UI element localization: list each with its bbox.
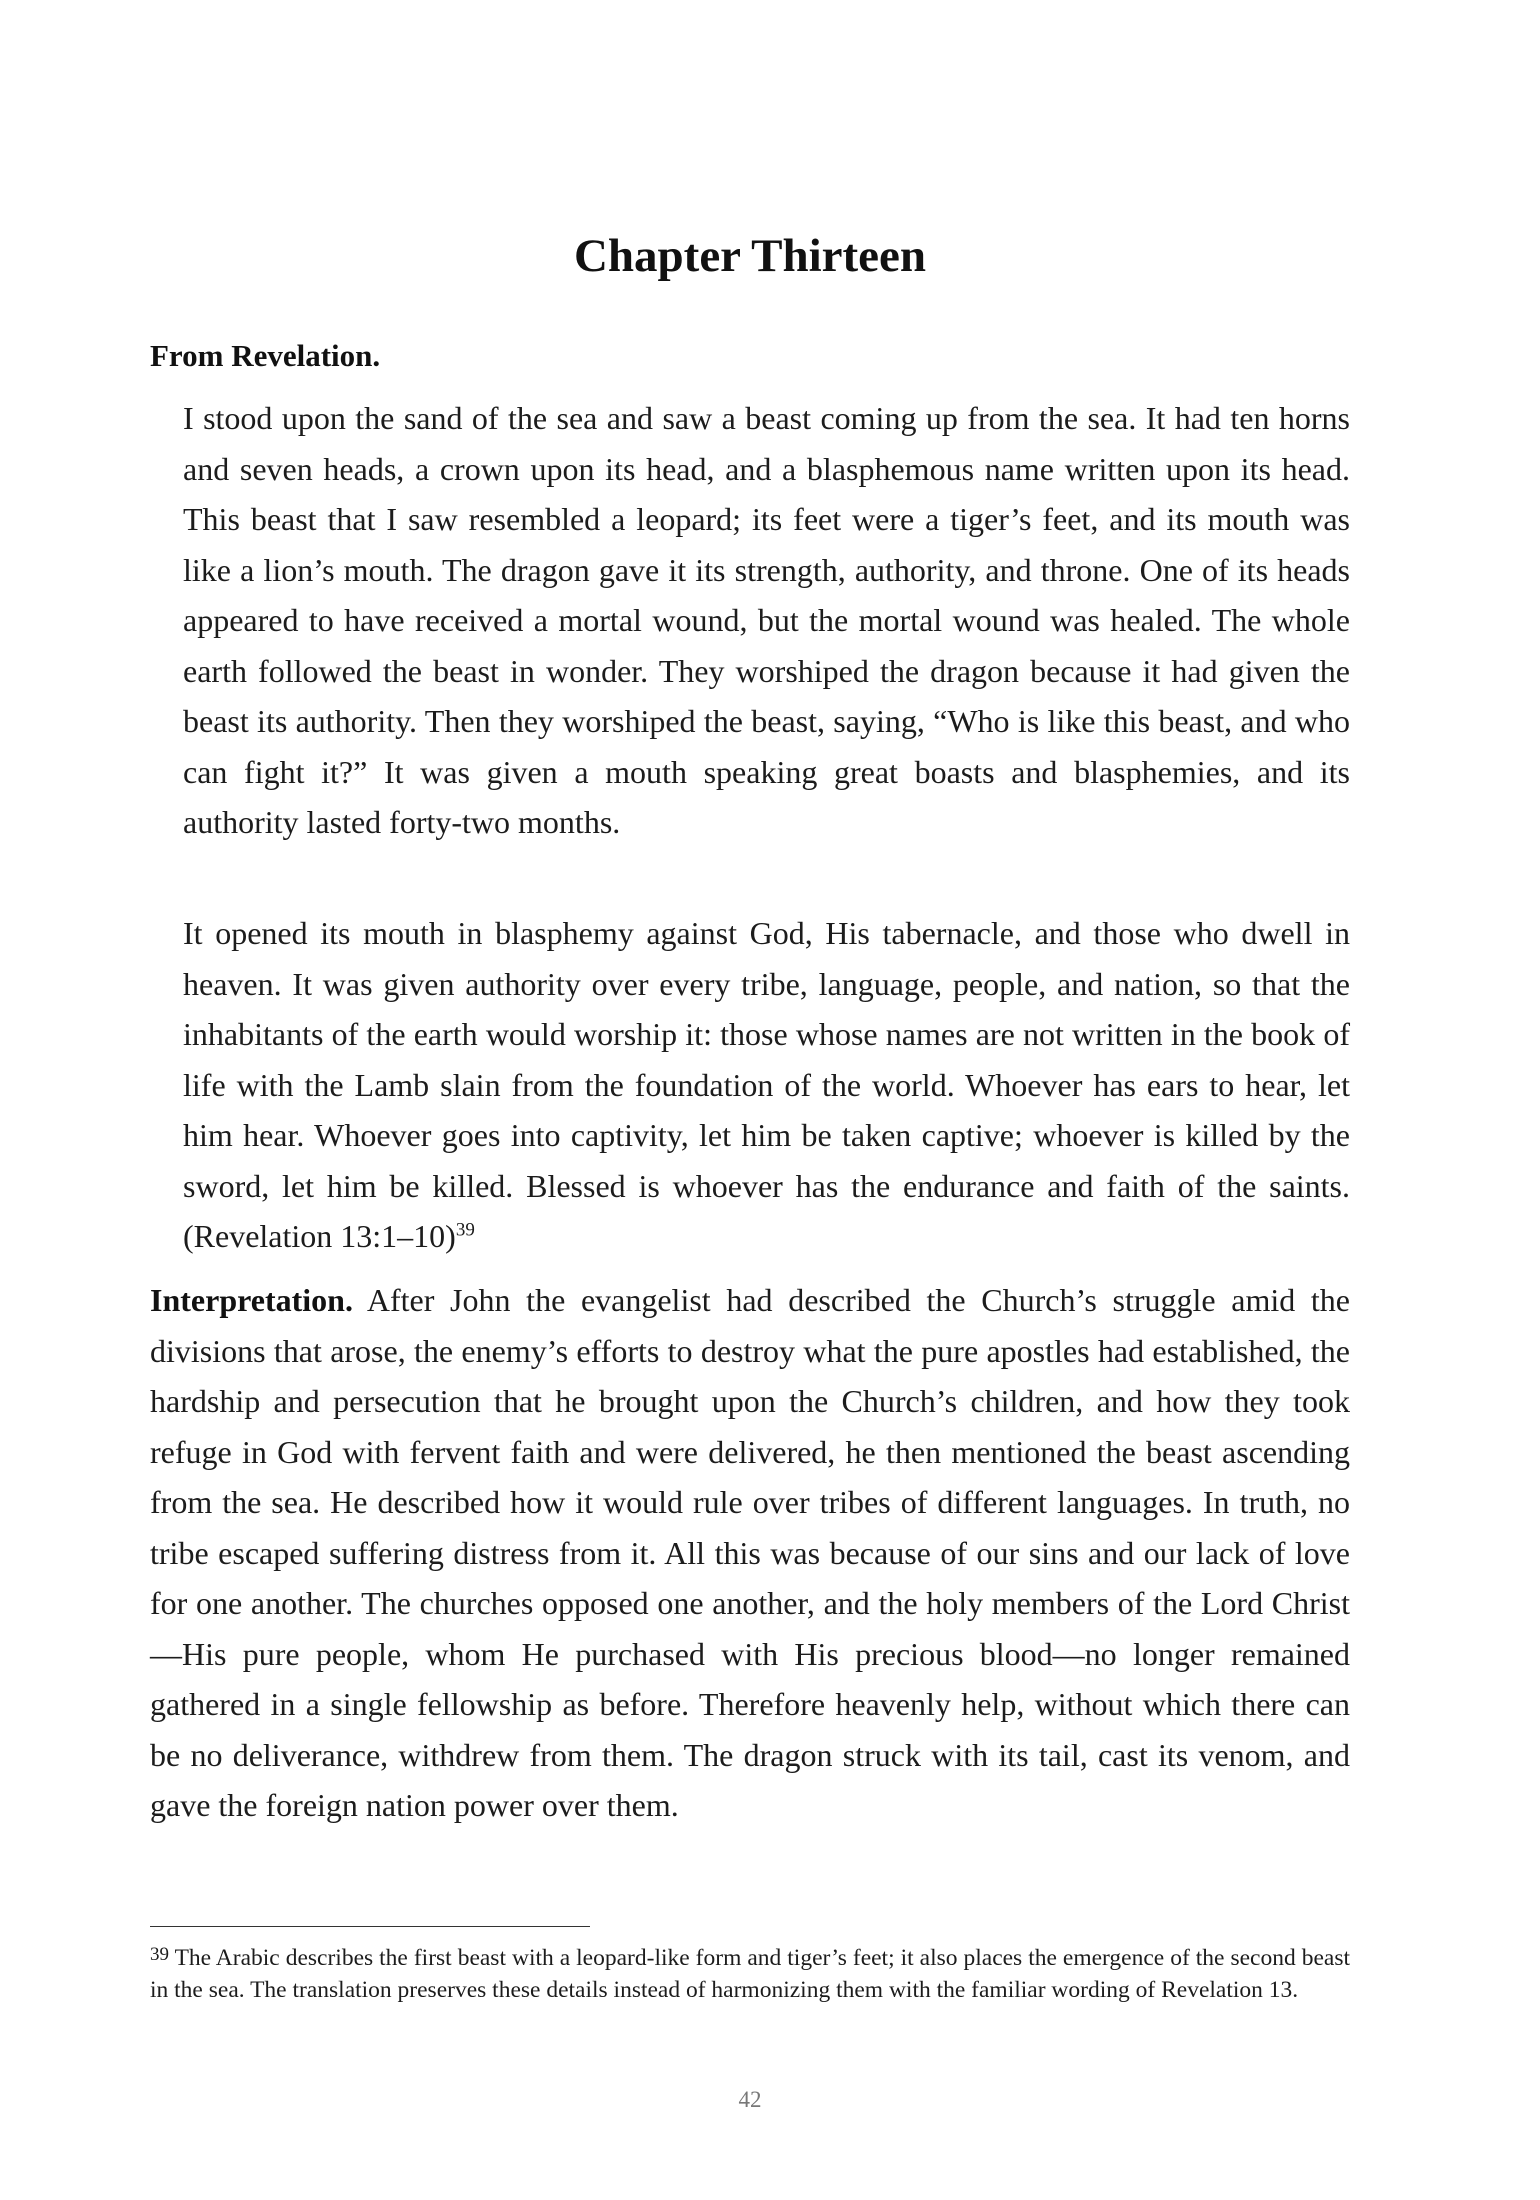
interpretation-text: After John the evangelist had described the Church’s struggle amid the divisions that arose, the enemy’s efforts to destroy what the pure apostles had established, the hardship and persecution that he brought upon the Church’s children, and how they took refuge in God with fervent faith and were delivered, he then mentioned the beast ascending from the sea. He described how it would rule over tribes of different languages. In truth, no tribe escaped suffering distress from it. All this was because of our sins and our lack of love for one another. The churches opposed one another, and the holy members of the Lord Christ—His pure people, whom He purchased with His precious blood—no longer remained gathered in a single fellowship as before. Therefore heavenly help, without which there can be no deliverance, withdrew from them. The dragon struck with its tail, cast its venom, and gave the foreign nation power over them. [150,1282,1351,1823]
quote-paragraph-2-text: It opened its mouth in blasphemy against God, His tabernacle, and those who dwell in heaven. It was given authority over every tribe, language, people, and nation, so that the inhabitants of the earth would worship it: those whose names are not written in the book of life with the Lamb slain from the foundation of the world. Whoever has ears to hear, let him hear. Whoever goes into captivity, let him be taken captive; whoever is killed by the sword, let him be killed. Blessed is whoever has the endurance and faith of the saints. (Revelation 13:1–10) [183,915,1350,1254]
interpretation-paragraph [150,1275,1350,1831]
footnote-number: 39 [150,1944,169,1965]
footnote-text: The Arabic describes the first beast with a leopard-like form and tiger’s feet; it also places the emergence of the second beast in the sea. The translation preserves these details instead of harmonizing them with the familiar wording of Revelation 13. [150,1945,1351,2003]
page-number: 42 [738,2087,762,2112]
quote-paragraph-2 [183,908,1350,1262]
interpretation-label: Interpretation. [150,1282,353,1318]
chapter-title: Chapter Thirteen [573,230,927,282]
quote-paragraph-1-text: I stood upon the sand of the sea and saw a beast coming up from the sea. It had ten horns and seven heads, a crown upon its head, and a blasphemous name written upon its head. This beast that I saw resembled a leopard; its feet were a tiger’s feet, and its mouth was like a lion’s mouth. The dragon gave it its strength, authority, and throne. One of its heads appeared to have received a mortal wound, but the mortal wound was healed. The whole earth followed the beast in wonder. They worshiped the dragon because it had given the beast its authority. Then they worshiped the beast, saying, “Who is like this beast, and who can fight it?” It was given a mouth speaking great boasts and blasphemies, and its authority lasted forty-two months. [183,400,1350,840]
quote-paragraph-1 [183,393,1350,848]
document-page [150,0,1350,2200]
footnote-reference[interactable]: 39 [455,1219,475,1241]
section-heading: From Revelation. [150,338,381,373]
footnote-divider [150,1926,590,1927]
footnote [150,1943,1350,2006]
